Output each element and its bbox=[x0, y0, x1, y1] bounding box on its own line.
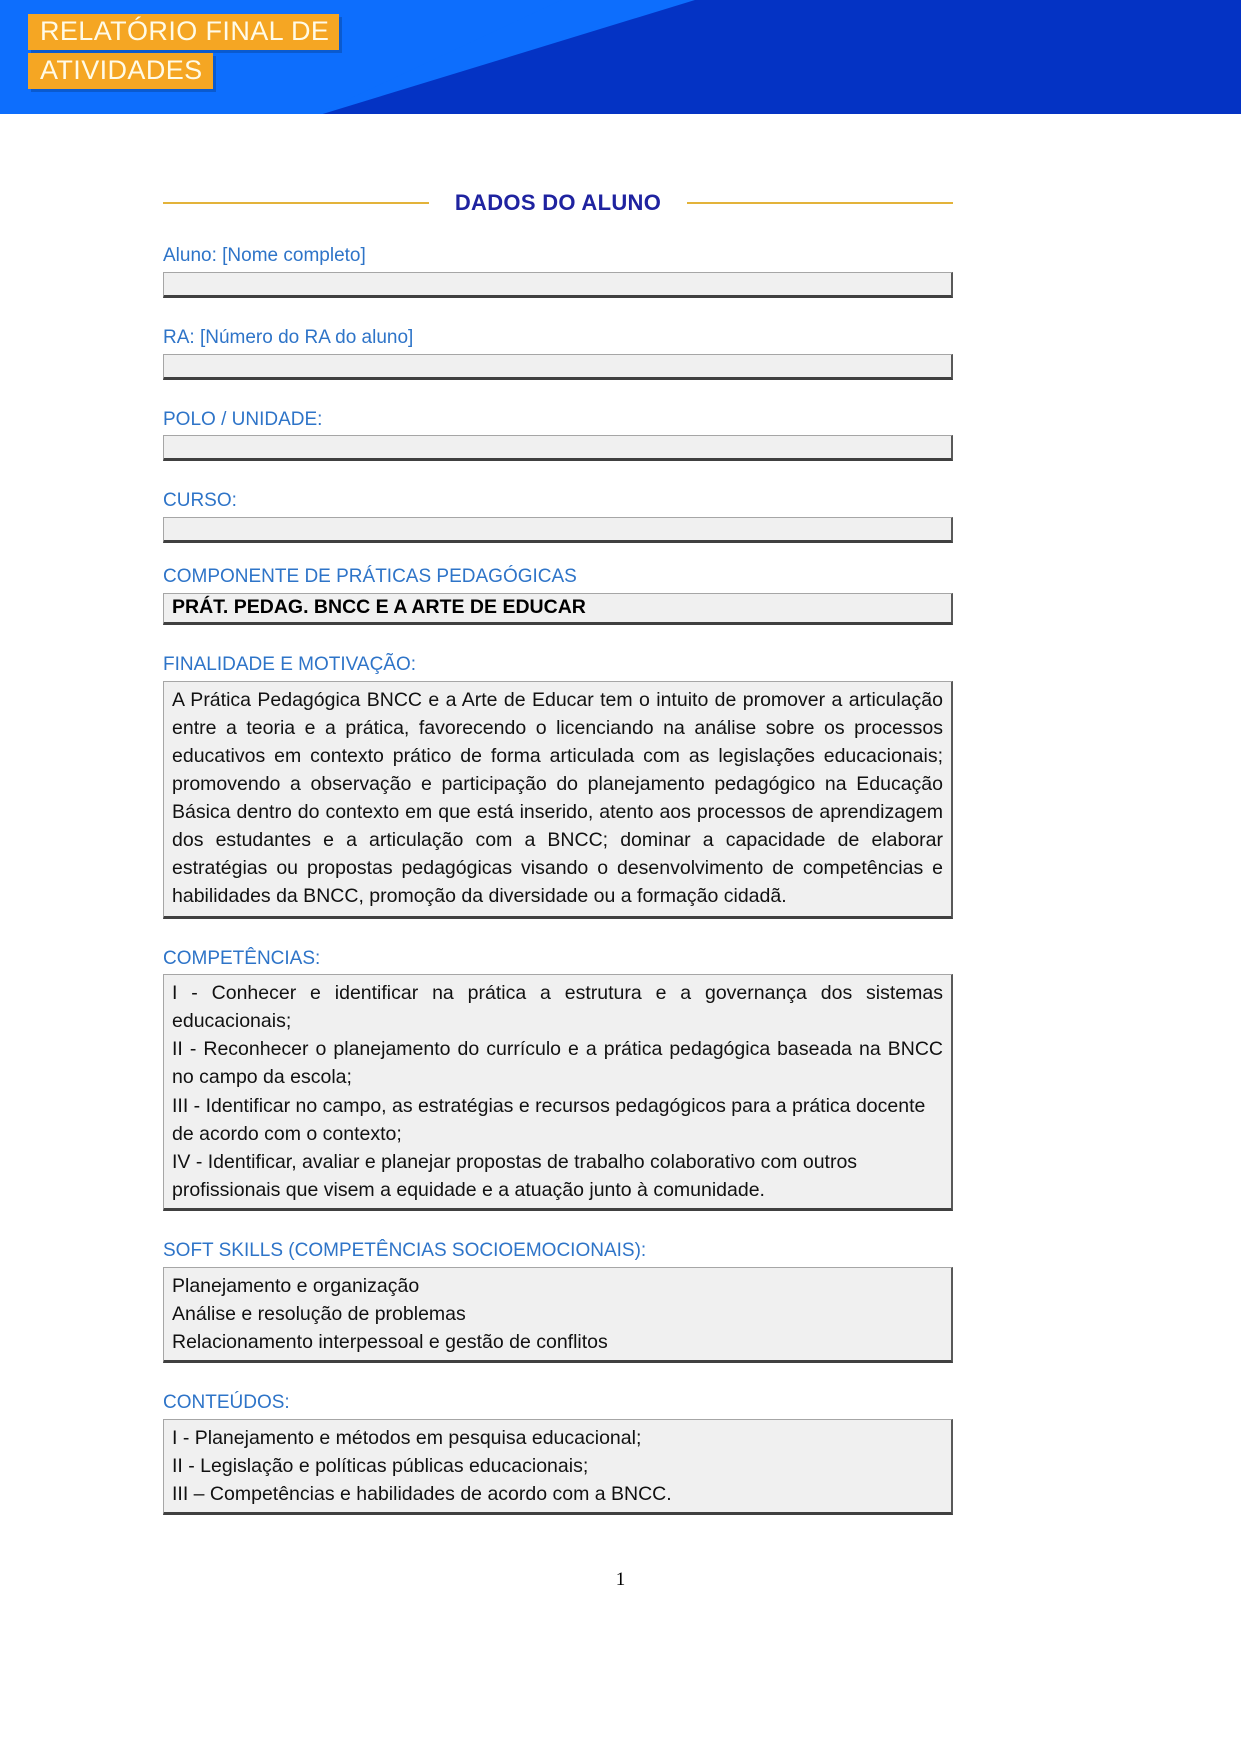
soft-skill-item: Relacionamento interpessoal e gestão de conflitos bbox=[172, 1330, 608, 1353]
label-polo-unidade: POLO / UNIDADE: bbox=[163, 408, 323, 430]
document-content bbox=[163, 114, 953, 1515]
label-competencias: COMPETÊNCIAS: bbox=[163, 947, 321, 969]
header-banner bbox=[0, 0, 1241, 114]
label-finalidade: FINALIDADE E MOTIVAÇÃO: bbox=[163, 653, 417, 675]
competencia-item: II - Reconhecer o planejamento do currículo e a prática pedagógica baseada na BNCC no campo da escola; bbox=[172, 1038, 943, 1089]
input-componente[interactable]: PRÁT. PEDAG. BNCC E A ARTE DE EDUCAR bbox=[163, 593, 953, 625]
page-title: DADOS DO ALUNO bbox=[454, 190, 662, 215]
textarea-finalidade[interactable]: A Prática Pedagógica BNCC e a Arte de Educar tem o intuito de promover a articulação entre a teoria e a prática, favorecendo o licenciando na análise sobre os processos educativos em contexto prático de forma articulada com as legislações educacionais; promovendo a observação e participação do planejamento pedagógico na Educação Básica dentro do contexto em que está inserido, atento aos processos de aprendizagem dos estudantes e a articulação com a BNCC; dominar a capacidade de elaborar estratégias ou propostas pedagógicas visando o desenvolvimento de competências e habilidades da BNCC, promoção da diversidade ou a formação cidadã. bbox=[163, 681, 953, 919]
section-header-dados-do-aluno bbox=[163, 190, 953, 216]
input-curso[interactable] bbox=[163, 517, 953, 543]
input-aluno[interactable] bbox=[163, 272, 953, 298]
textarea-soft-skills[interactable] bbox=[163, 1267, 953, 1363]
textarea-conteudos[interactable] bbox=[163, 1419, 953, 1515]
label-curso: CURSO: bbox=[163, 490, 237, 512]
conteudo-item: II - Legislação e políticas públicas educacionais; bbox=[172, 1454, 589, 1477]
rule-left bbox=[163, 202, 429, 204]
competencia-item: IV - Identificar, avaliar e planejar propostas de trabalho colaborativo com outros profissionais que visem a equidade e a atuação junto à comunidade. bbox=[172, 1150, 858, 1201]
banner-title-line-1: RELATÓRIO FINAL DE bbox=[28, 14, 339, 50]
soft-skill-item: Planejamento e organização bbox=[172, 1274, 420, 1297]
input-ra[interactable] bbox=[163, 354, 953, 380]
page-number: 1 bbox=[615, 1569, 626, 1590]
input-polo-unidade[interactable] bbox=[163, 435, 953, 461]
rule-right bbox=[687, 202, 953, 204]
label-conteudos: CONTEÚDOS: bbox=[163, 1391, 290, 1413]
conteudo-item: III – Competências e habilidades de acordo com a BNCC. bbox=[172, 1482, 672, 1505]
banner-title bbox=[28, 14, 339, 89]
label-aluno: Aluno: [Nome completo] bbox=[163, 245, 366, 266]
textarea-competencias[interactable] bbox=[163, 974, 953, 1211]
banner-title-line-2: ATIVIDADES bbox=[28, 53, 213, 89]
conteudo-item: I - Planejamento e métodos em pesquisa educacional; bbox=[172, 1426, 642, 1449]
label-componente: COMPONENTE DE PRÁTICAS PEDAGÓGICAS bbox=[163, 566, 577, 587]
label-ra: RA: [Número do RA do aluno] bbox=[163, 326, 414, 348]
competencia-item: III - Identificar no campo, as estratégias e recursos pedagógicos para a prática docente de acordo com o contexto; bbox=[172, 1094, 926, 1145]
label-soft-skills: SOFT SKILLS (COMPETÊNCIAS SOCIOEMOCIONAIS): bbox=[163, 1239, 647, 1261]
soft-skill-item: Análise e resolução de problemas bbox=[172, 1302, 466, 1325]
competencia-item: I - Conhecer e identificar na prática a estrutura e a governança dos sistemas educacionais; bbox=[172, 982, 943, 1033]
